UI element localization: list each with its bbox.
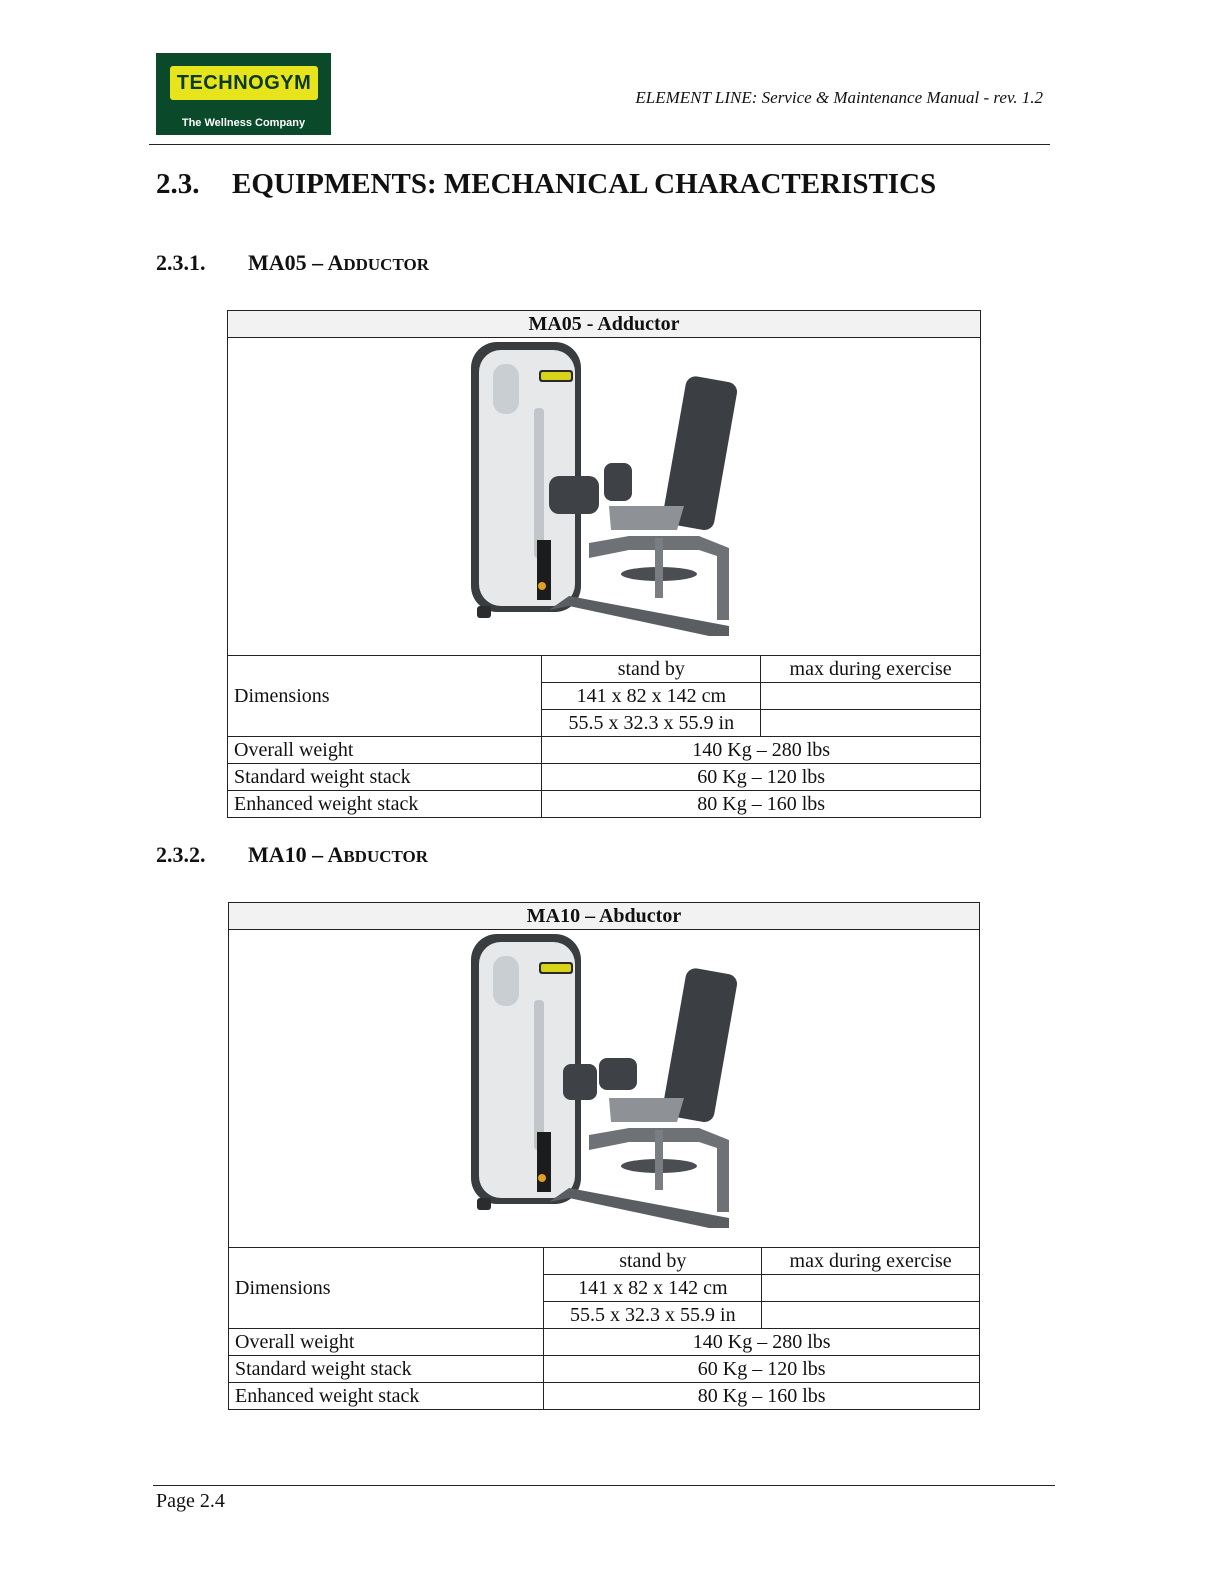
page-number: Page 2.4 [156, 1490, 225, 1512]
dimensions-in-max [761, 710, 981, 737]
subsection-number: 2.3.2. [156, 842, 206, 867]
subsection-name-cap: A [327, 250, 344, 275]
col-max-exercise: max during exercise [762, 1248, 980, 1275]
overall-weight-label: Overall weight [228, 737, 542, 764]
enhanced-stack-value: 80 Kg – 160 lbs [544, 1383, 980, 1410]
technogym-logo [156, 53, 331, 135]
standard-stack-value: 60 Kg – 120 lbs [544, 1356, 980, 1383]
table-title: MA05 - Adductor [228, 311, 981, 338]
dimensions-label: Dimensions [228, 656, 542, 737]
table-title: MA10 – Abductor [229, 903, 980, 930]
logo-brand: TECHNOGYM [176, 71, 312, 94]
dimensions-in: 55.5 x 32.3 x 55.9 in [542, 710, 761, 737]
machine-photo-cell [229, 930, 980, 1248]
dimensions-cm-max [761, 683, 981, 710]
logo-tagline: The Wellness Company [181, 117, 306, 129]
spec-table-ma10 [228, 902, 980, 1410]
dimensions-label: Dimensions [229, 1248, 544, 1329]
dimensions-cm: 141 x 82 x 142 cm [544, 1275, 762, 1302]
enhanced-stack-label: Enhanced weight stack [228, 791, 542, 818]
section-title: EQUIPMENTS: MECHANICAL CHARACTERISTICS [232, 168, 937, 200]
col-max-exercise: max during exercise [761, 656, 981, 683]
standard-stack-label: Standard weight stack [228, 764, 542, 791]
overall-weight-value: 140 Kg – 280 lbs [544, 1329, 980, 1356]
subsection-name-rest: DDUCTOR [343, 255, 429, 274]
dimensions-cm-max [762, 1275, 980, 1302]
footer-divider [153, 1485, 1055, 1486]
subsection-code: MA10 – [248, 842, 328, 867]
subsection-number: 2.3.1. [156, 250, 206, 275]
standard-stack-label: Standard weight stack [229, 1356, 544, 1383]
subsection-name-cap: A [327, 842, 344, 867]
subsection-heading-ma10 [156, 842, 428, 868]
standard-stack-value: 60 Kg – 120 lbs [542, 764, 981, 791]
spec-table-ma05 [227, 310, 981, 818]
subsection-heading-ma05 [156, 250, 429, 276]
header-divider [149, 144, 1050, 145]
document-title: ELEMENT LINE: Service & Maintenance Manual - rev. 1.2 [635, 88, 1043, 107]
adductor-machine-image [459, 338, 749, 648]
abductor-machine-image [459, 930, 749, 1240]
col-standby: stand by [542, 656, 761, 683]
dimensions-in: 55.5 x 32.3 x 55.9 in [544, 1302, 762, 1329]
section-heading [156, 168, 936, 201]
enhanced-stack-label: Enhanced weight stack [229, 1383, 544, 1410]
machine-photo-cell [228, 338, 981, 656]
dimensions-cm: 141 x 82 x 142 cm [542, 683, 761, 710]
enhanced-stack-value: 80 Kg – 160 lbs [542, 791, 981, 818]
dimensions-in-max [762, 1302, 980, 1329]
overall-weight-value: 140 Kg – 280 lbs [542, 737, 981, 764]
subsection-name-rest: BDUCTOR [343, 847, 429, 866]
section-number: 2.3. [156, 168, 200, 200]
col-standby: stand by [544, 1248, 762, 1275]
overall-weight-label: Overall weight [229, 1329, 544, 1356]
subsection-code: MA05 – [248, 250, 328, 275]
